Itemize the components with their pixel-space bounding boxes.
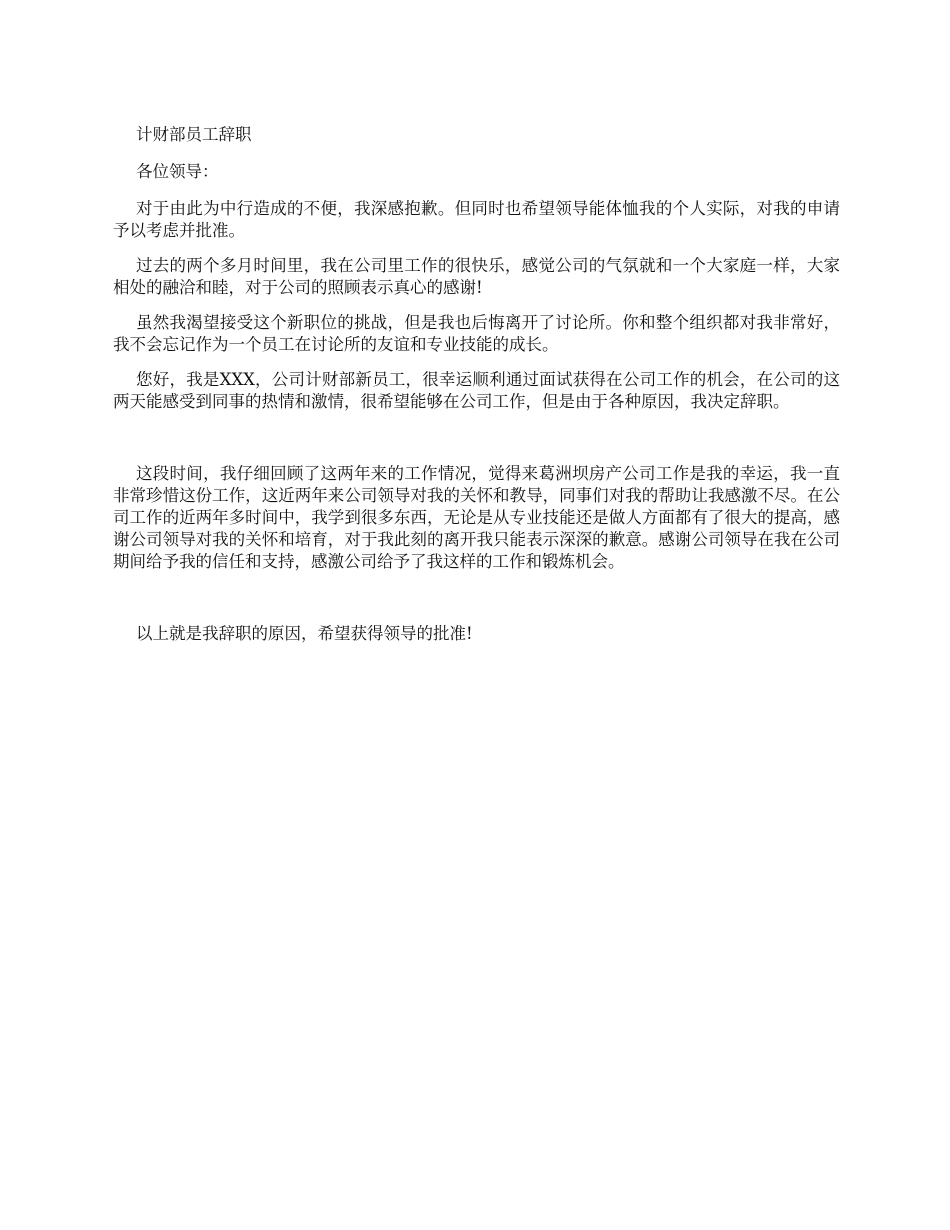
paragraph-gratitude: 过去的两个多月时间里，我在公司里工作的很快乐，感觉公司的气氛就和一个大家庭一样，大家相处的融洽和睦，对于公司的照顾表示真心的感谢! [113,256,840,297]
greeting: 各位领导： [136,162,219,181]
paragraph-review: 这段时间，我仔细回顾了这两年来的工作情况，觉得来葛洲坝房产公司工作是我的幸运，我一直非常珍惜这份工作，这近两年来公司领导对我的关怀和教导，同事们对我的帮助让我感激不尽。在公司工作的近两年多时间中，我学到很多东西，无论是从专业技能还是做人方面都有了很大的提高，感谢公司领导对我的关怀和培育，对于我此刻的离开我只能表示深深的歉意。感谢公司领导在我在公司期间给予我的信任和支持，感激公司给予了我这样的工作和锻炼机会。 [113,464,840,571]
paragraph-new-position: 虽然我渴望接受这个新职位的挑战，但是我也后悔离开了讨论所。你和整个组织都对我非常好，我不会忘记作为一个员工在讨论所的友谊和专业技能的成长。 [113,313,840,354]
paragraph-introduction: 您好，我是XXX，公司计财部新员工，很幸运顺利通过面试获得在公司工作的机会，在公司的这两天能感受到同事的热情和激情，很希望能够在公司工作，但是由于各种原因，我决定辞职。 [113,370,840,411]
paragraph-apology: 对于由此为中行造成的不便，我深感抱歉。但同时也希望领导能体恤我的个人实际，对我的申请予以考虑并批准。 [113,199,840,240]
document-page [113,124,840,645]
paragraph-closing: 以上就是我辞职的原因，希望获得领导的批准! [136,624,473,643]
document-title: 计财部员工辞职 [136,125,252,144]
